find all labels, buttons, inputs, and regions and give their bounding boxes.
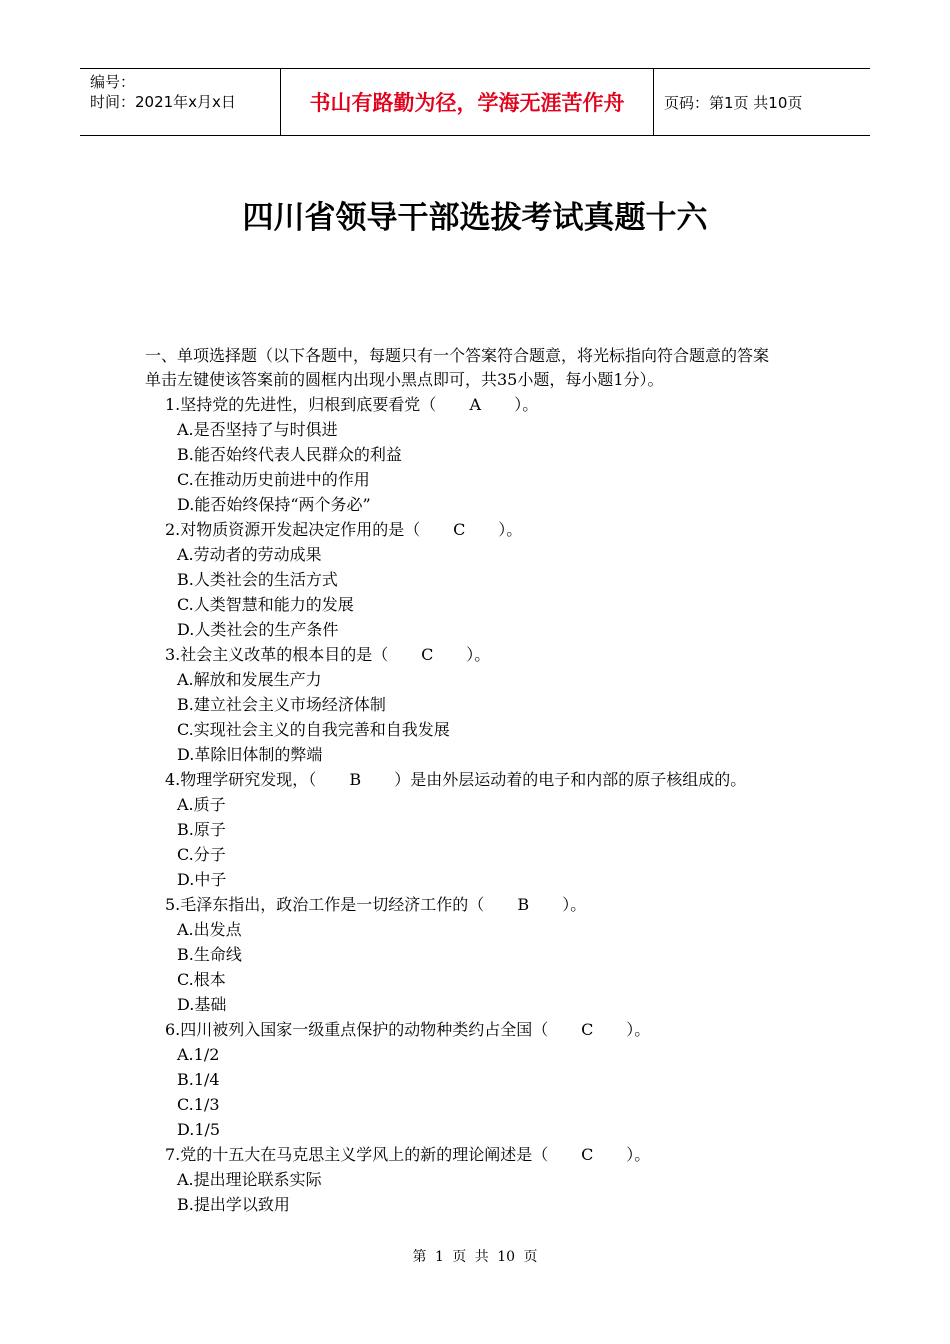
answer-option[interactable]: D.能否始终保持“两个务必” [177, 495, 371, 514]
answer-option[interactable]: B.原子 [177, 820, 226, 839]
answer-option[interactable]: C.分子 [177, 845, 226, 864]
question-answer: C [453, 520, 466, 539]
answer-option[interactable]: A.解放和发展生产力 [177, 670, 322, 689]
page-title: 四川省领导干部选拔考试真题十六 [242, 200, 708, 236]
question-text: 3.社会主义改革的根本目的是（ [165, 645, 389, 664]
answer-option[interactable]: C.在推动历史前进中的作用 [177, 470, 370, 489]
question-text-end: ）是由外层运动着的电子和内部的原子核组成的。 [394, 770, 747, 789]
section-intro-line-1: 一、单项选择题（以下各题中，每题只有一个答案符合题意，将光标指向符合题意的答案 [145, 346, 770, 365]
answer-option[interactable]: A.劳动者的劳动成果 [177, 545, 322, 564]
header-motto: 书山有路勤为径，学海无涯苦作舟 [281, 69, 654, 135]
question-text-end: ）。 [466, 645, 491, 664]
question-answer: C [421, 645, 434, 664]
document-body [145, 344, 825, 1217]
question-answer: A [469, 395, 482, 414]
question-answer: B [349, 770, 362, 789]
question-stem [145, 642, 825, 667]
question-text: 6.四川被列入国家一级重点保护的动物种类约占全国（ [165, 1020, 549, 1039]
question-text-end: ）。 [626, 1020, 651, 1039]
question-answer: B [517, 895, 530, 914]
question-answer: C [581, 1145, 594, 1164]
question-text: 1.坚持党的先进性，归根到底要看党（ [165, 395, 437, 414]
answer-option[interactable]: B.人类社会的生活方式 [177, 570, 338, 589]
question-text: 5.毛泽东指出，政治工作是一切经济工作的（ [165, 895, 485, 914]
question-text-end: ）。 [626, 1145, 651, 1164]
answer-option[interactable]: D.基础 [177, 995, 227, 1014]
answer-option[interactable]: C.实现社会主义的自我完善和自我发展 [177, 720, 450, 739]
question-answer: C [581, 1020, 594, 1039]
answer-option[interactable]: B.能否始终代表人民群众的利益 [177, 445, 402, 464]
answer-option[interactable]: B.1/4 [177, 1070, 220, 1089]
answer-option[interactable]: A.出发点 [177, 920, 242, 939]
question-stem [145, 392, 825, 417]
answer-option[interactable]: C.人类智慧和能力的发展 [177, 595, 354, 614]
answer-option[interactable]: C.1/3 [177, 1095, 220, 1114]
answer-option[interactable]: D.中子 [177, 870, 227, 889]
question-stem [145, 767, 825, 792]
question-text-end: ）。 [514, 395, 539, 414]
question-text: 4.物理学研究发现，（ [165, 770, 317, 789]
section-intro-line-2: 单击左键使该答案前的圆框内出现小黑点即可，共35小题，每小题1分）。 [145, 370, 664, 389]
page-footer: 第 1 页 共 10 页 [412, 1249, 538, 1265]
header-page-info: 页码：第1页 共10页 [664, 93, 803, 112]
question-stem [145, 1142, 825, 1167]
answer-option[interactable]: A.提出理论联系实际 [177, 1170, 322, 1189]
question-stem [145, 517, 825, 542]
question-text: 2.对物质资源开发起决定作用的是（ [165, 520, 421, 539]
question-stem [145, 892, 825, 917]
answer-option[interactable]: A.1/2 [177, 1045, 220, 1064]
answer-option[interactable]: D.1/5 [177, 1120, 221, 1139]
answer-option[interactable]: B.提出学以致用 [177, 1195, 290, 1214]
question-text: 7.党的十五大在马克思主义学风上的新的理论阐述是（ [165, 1145, 549, 1164]
answer-option[interactable]: A.是否坚持了与时俱进 [177, 420, 338, 439]
number-label: 编号： [90, 73, 136, 91]
date-label: 时间：2021年x月x日 [90, 93, 236, 111]
question-list [145, 392, 825, 1217]
header-meta [80, 69, 281, 135]
answer-option[interactable]: A.质子 [177, 795, 226, 814]
answer-option[interactable]: D.革除旧体制的弊端 [177, 745, 323, 764]
question-text-end: ）。 [562, 895, 587, 914]
document-header [80, 68, 870, 136]
answer-option[interactable]: B.生命线 [177, 945, 242, 964]
question-stem [145, 1017, 825, 1042]
question-text-end: ）。 [498, 520, 523, 539]
answer-option[interactable]: B.建立社会主义市场经济体制 [177, 695, 386, 714]
answer-option[interactable]: D.人类社会的生产条件 [177, 620, 339, 639]
answer-option[interactable]: C.根本 [177, 970, 226, 989]
